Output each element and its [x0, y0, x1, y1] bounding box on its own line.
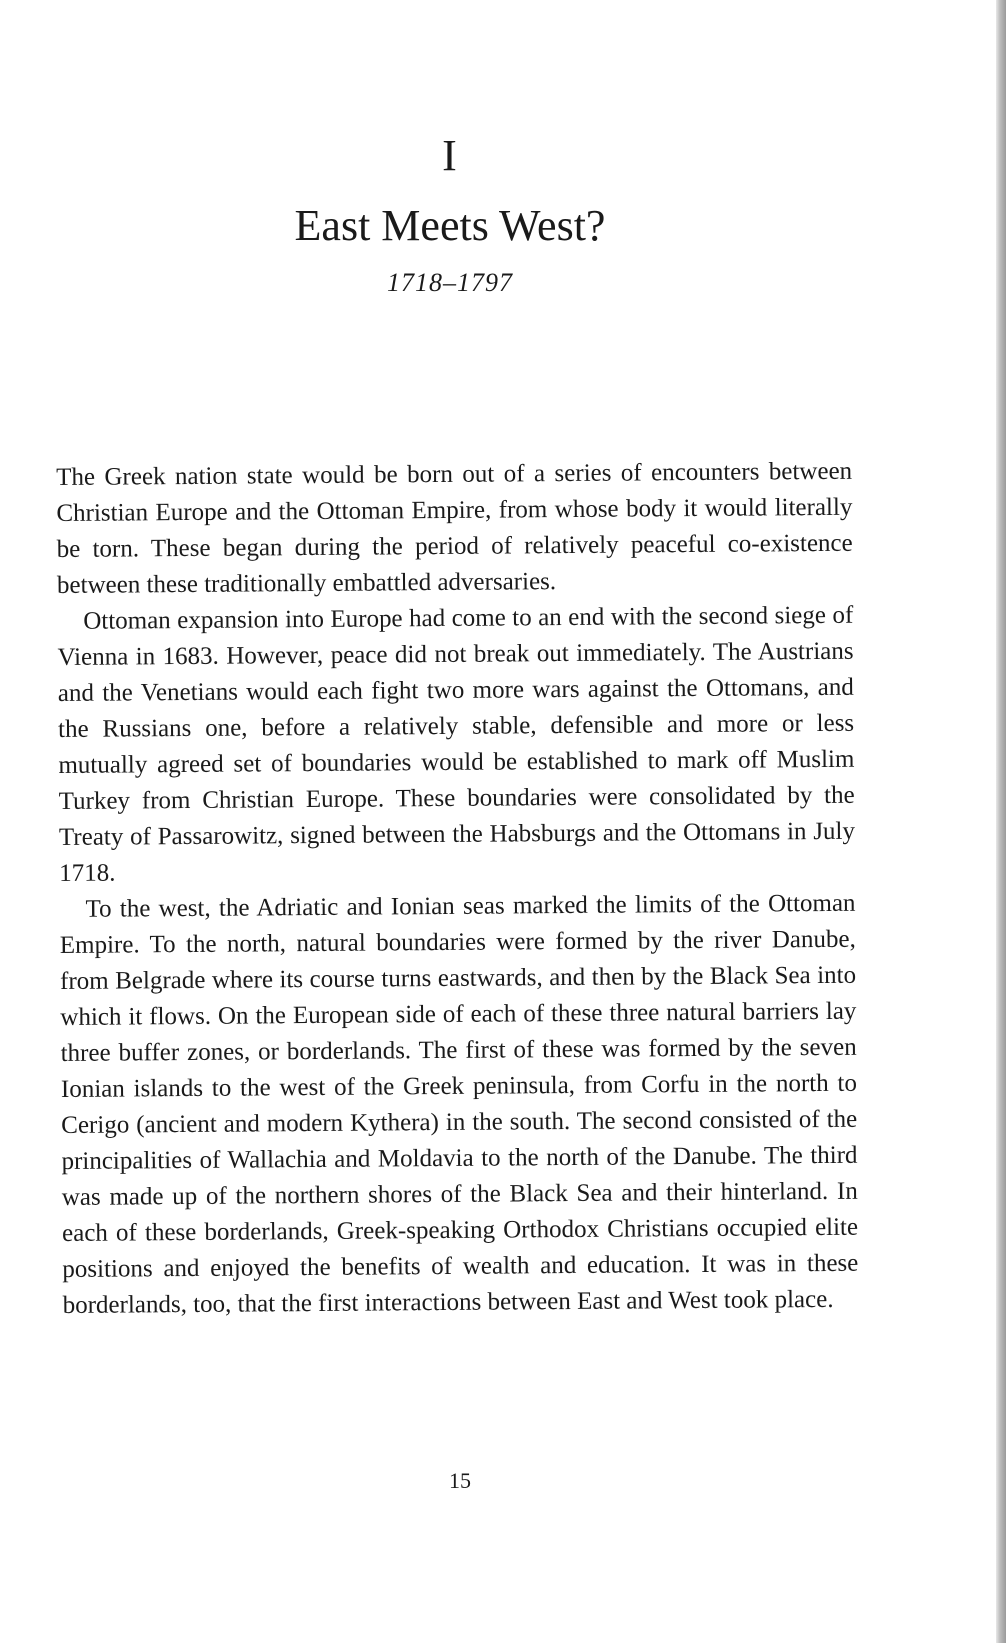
- paragraph: The Greek nation state would be born out of a series of encounters between Christian Europe and the Ottoman Empire, from whose body it would literally be torn. These began during the period of relatively peaceful co-existence between these traditionally embattled adversaries.: [56, 457, 853, 599]
- paragraph: Ottoman expansion into Europe had come to an end with the second siege of Vienna in 1683. However, peace did not break out immediately. The Austrians and the Venetians would each fight two more wars against the Ottomans, and the Russians one, before a relatively stable, defensible and more or less mutually agreed set of boundaries would be established to mark off Muslim Turkey from Christian Europe. These boundaries were consolidated by the Treaty of Passarowitz, signed between the Habsburgs and the Ottomans in July 1718.: [57, 601, 856, 887]
- chapter-body: [56, 454, 859, 1324]
- paragraph: To the west, the Adriatic and Ionian seas marked the limits of the Ottoman Empire. To the north, natural boundaries were formed by the river Danube, from Belgrade where its course turns eastwards, and then by the Black Sea into which it flows. On the European side of each of these three natural barriers lay three buffer zones, or borderlands. The first of these was formed by the seven Ionian islands to the west of the Greek peninsula, from Corfu in the north to Cerigo (ancient and modern Kythera) in the south. The second consisted of the principalities of Wallachia and Moldavia to the north of the Danube. The third was made up of the northern shores of the Black Sea and their hinterland. In each of these borderlands, Greek-speaking Orthodox Christians occupied elite positions and enjoyed the benefits of wealth and education. It was in these borderlands, too, that the first interactions between East and West took place.: [59, 889, 859, 1319]
- chapter-dates: 1718–1797: [387, 268, 513, 297]
- chapter-title: East Meets West?: [294, 201, 606, 250]
- page-edge: [996, 0, 1006, 1643]
- chapter-number: I: [442, 131, 458, 180]
- page-number: 15: [449, 1468, 471, 1493]
